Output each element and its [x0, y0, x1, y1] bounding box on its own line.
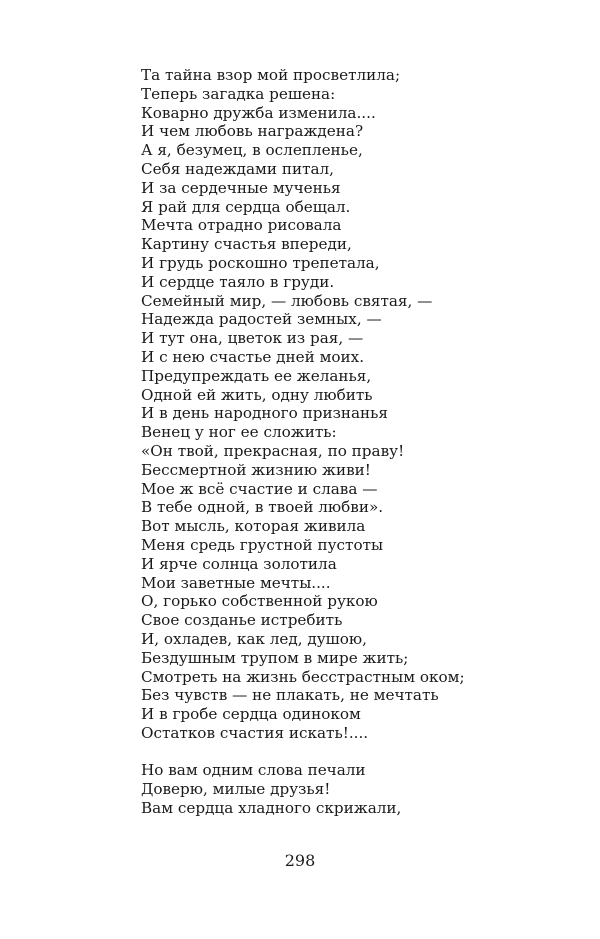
stanza [141, 761, 581, 817]
poem-line: Картину счастья впереди, [141, 235, 352, 254]
poem-line: И в день народного признанья [141, 404, 388, 423]
poem-line: Бессмертной жизнию живи! [141, 460, 371, 479]
poem-line: Надежда радостей земных, — [141, 310, 382, 329]
poem-line: Без чувств — не плакать, не мечтать [141, 686, 439, 705]
poem-line: Коварно дружба изменила.... [141, 103, 376, 122]
poem-text [141, 66, 581, 818]
poem-line: И в гробе сердца одиноком [141, 705, 361, 724]
poem-line: Та тайна взор мой просветлила; [141, 66, 401, 84]
poem-line: «Он твой, прекрасная, по праву! [141, 441, 405, 460]
poem-line: И грудь роскошно трепетала, [141, 253, 380, 272]
poem-line: Я рай для сердца обещал. [141, 197, 351, 216]
poem-line: И с нею счастье дней моих. [141, 347, 365, 366]
poem-line: Вам сердца хладного скрижали, [141, 799, 402, 818]
poem-line: И тут она, цветок из рая, — [141, 329, 364, 348]
poem-line: Меня средь грустной пустоты [141, 535, 384, 554]
poem-line: И сердце таяло в груди. [141, 272, 335, 291]
page-number: 298 [284, 851, 316, 870]
poem-line: И чем любовь награждена? [141, 122, 364, 141]
poem-line: Мечта отрадно рисовала [141, 216, 342, 235]
poem-line: Предупреждать ее желанья, [141, 366, 372, 385]
poem-line: Вот мысль, которая живила [141, 517, 366, 536]
poem-line: О, горько собственной рукою [141, 592, 378, 611]
poem-line: В тебе одной, в твоей любви». [141, 498, 384, 517]
poem-line: Доверю, милые друзья! [141, 780, 331, 799]
stanza [141, 66, 581, 743]
poem-line: Мои заветные мечты.... [141, 573, 331, 592]
poem-line: Мое ж всё счастие и слава — [141, 479, 378, 498]
poem-line: Но вам одним слова печали [141, 761, 366, 780]
poem-line: Бездушным трупом в мире жить; [141, 648, 409, 667]
poem-line: И ярче солнца золотила [141, 554, 337, 573]
poem-line: Семейный мир, — любовь святая, — [141, 291, 433, 310]
poem-line: И за сердечные мученья [141, 178, 341, 197]
poem-line: Себя надеждами питал, [141, 159, 334, 178]
poem-line: Остатков счастия искать!.... [141, 723, 369, 742]
poem-line: Свое созданье истребить [141, 611, 343, 630]
poem-line: Смотреть на жизнь бесстрастным оком; [141, 667, 465, 686]
poem-line: Одной ей жить, одну любить [141, 385, 373, 404]
poem-line: И, охладев, как лед, душою, [141, 629, 367, 648]
poem-line: Теперь загадка решена: [141, 84, 336, 103]
poem-line: А я, безумец, в ослепленье, [141, 141, 363, 160]
poem-line: Венец у ног ее сложить: [141, 423, 337, 442]
